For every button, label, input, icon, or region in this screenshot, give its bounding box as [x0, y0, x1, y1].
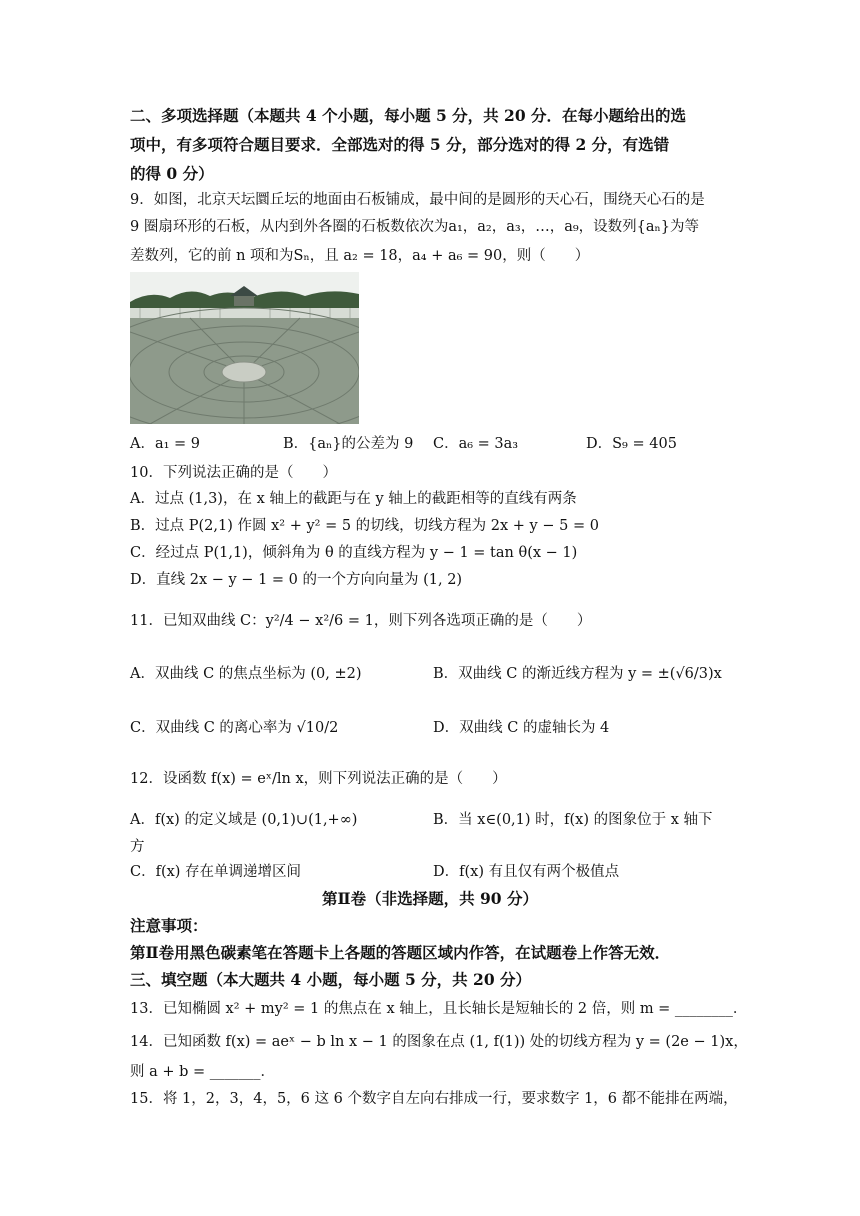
q12-stem: 12．设函数 f(x) = eˣ/ln x，则下列说法正确的是（ ） — [130, 771, 507, 787]
q10-option-a: A．过点 (1,3)，在 x 轴上的截距与在 y 轴上的截距相等的直线有两条 — [130, 491, 577, 507]
q9-option-c: C．a₆ = 3a₃ — [433, 436, 519, 452]
section2-header-line1: 二、多项选择题（本题共 4 个小题，每小题 5 分，共 20 分．在每小题给出的选 — [130, 106, 687, 125]
section3-header: 三、填空题（本大题共 4 小题，每小题 5 分，共 20 分） — [130, 970, 532, 989]
q14-stem-line1: 14．已知函数 f(x) = aeˣ − b ln x − 1 的图象在点 (1, f(1)) 处的切线方程为 y = (2e − 1)x， — [130, 1034, 748, 1050]
temple-of-heaven-photo — [130, 272, 359, 424]
q9-stem-line3: 差数列，它的前 n 项和为Sₙ，且 a₂ = 18，a₄ + a₆ = 90，则（ ） — [130, 248, 590, 264]
q10-option-c: C．经过点 P(1,1)，倾斜角为 θ 的直线方程为 y − 1 = tan θ(x − 1) — [130, 545, 578, 561]
q9-option-a: A．a₁ = 9 — [130, 436, 201, 452]
q9-option-d: D．S₉ = 405 — [586, 436, 677, 452]
q10-option-b: B．过点 P(2,1) 作圆 x² + y² = 5 的切线，切线方程为 2x + y − 5 = 0 — [130, 518, 599, 534]
q9-option-b: B．{aₙ}的公差为 9 — [283, 436, 414, 452]
q11-option-a: A．双曲线 C 的焦点坐标为 (0, ±2) — [130, 666, 362, 682]
q10-option-d: D．直线 2x − y − 1 = 0 的一个方向向量为 (1, 2) — [130, 572, 463, 588]
q9-stem-line2: 9 圈扇环形的石板，从内到外各圈的石板数依次为a₁，a₂，a₃，…，a₉，设数列{aₙ}为等 — [130, 219, 700, 235]
part2-title: 第Ⅱ卷（非选择题，共 90 分） — [322, 889, 538, 908]
section2-header-line3: 的得 0 分） — [130, 164, 214, 183]
notice-title: 注意事项： — [130, 916, 208, 935]
q11-stem: 11．已知双曲线 C：y²/4 − x²/6 = 1，则下列各选项正确的是（ ） — [130, 613, 592, 629]
notice-body: 第Ⅱ卷用黑色碳素笔在答题卡上各题的答题区域内作答，在试题卷上作答无效． — [130, 943, 671, 962]
q12-option-b-line2: 方 — [130, 839, 145, 855]
q11-option-c: C．双曲线 C 的离心率为 √10/2 — [130, 720, 339, 736]
q14-stem-line2: 则 a + b = _______． — [130, 1064, 276, 1080]
q11-option-d: D．双曲线 C 的虚轴长为 4 — [433, 720, 610, 736]
q11-option-b: B．双曲线 C 的渐近线方程为 y = ±(√6/3)x — [433, 666, 722, 682]
q9-stem-line1: 9．如图，北京天坛圜丘坛的地面由石板铺成，最中间的是圆形的天心石，围绕天心石的是 — [130, 192, 705, 208]
q12-option-b-line1: B．当 x∈(0,1) 时，f(x) 的图象位于 x 轴下 — [433, 812, 713, 828]
q13-stem: 13．已知椭圆 x² + my² = 1 的焦点在 x 轴上，且长轴长是短轴长的 2 倍，则 m = ________． — [130, 1001, 748, 1017]
q10-stem: 10．下列说法正确的是（ ） — [130, 465, 337, 481]
q15-stem-line1: 15．将 1，2，3，4，5，6 这 6 个数字自左向右排成一行，要求数字 1，6 都不能排在两端， — [130, 1091, 738, 1107]
section2-header-line2: 项中，有多项符合题目要求．全部选对的得 5 分，部分选对的得 2 分，有选错 — [130, 135, 670, 154]
q12-option-d: D．f(x) 有且仅有两个极值点 — [433, 864, 620, 880]
q12-option-c: C．f(x) 存在单调递增区间 — [130, 864, 302, 880]
q12-option-a: A．f(x) 的定义域是 (0,1)∪(1,+∞) — [130, 812, 358, 828]
